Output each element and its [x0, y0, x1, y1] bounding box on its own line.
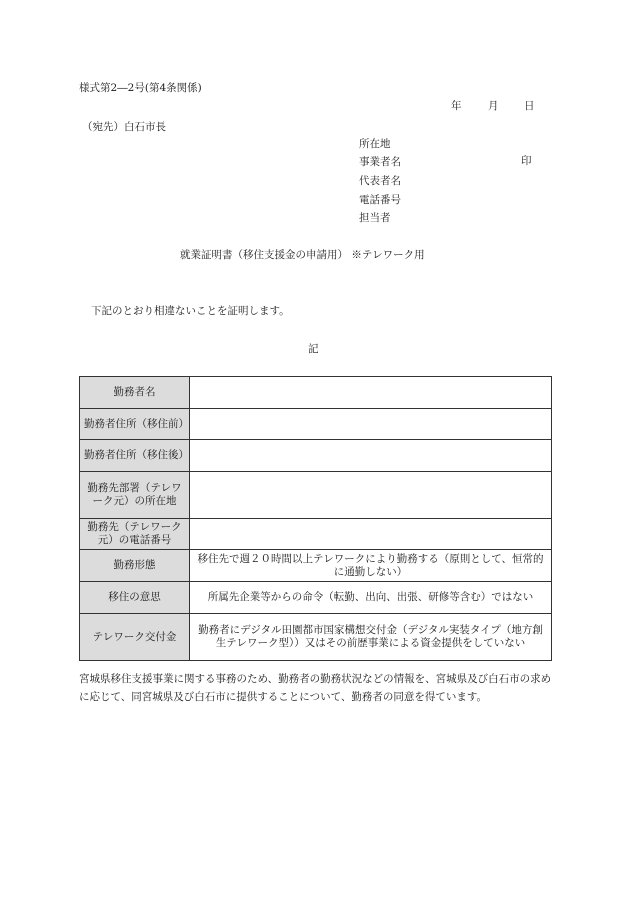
sender-phone-label: 電話番号: [359, 194, 401, 206]
sender-company-label: 事業者名: [359, 156, 401, 168]
table-row: [80, 582, 552, 614]
table-row: [80, 519, 552, 550]
row-value-office-phone[interactable]: [190, 519, 552, 550]
sender-representative-label: 代表者名: [359, 175, 401, 187]
row-label-address-before: 勤務者住所（移住前）: [80, 409, 190, 440]
sender-address-label: 所在地: [359, 138, 391, 150]
row-value-office-location[interactable]: [190, 472, 552, 519]
document-title: 就業証明書（移住支援金の申請用） ※テレワーク用: [180, 249, 425, 261]
row-value-work-style: 移住先で週２０時間以上テレワークにより勤務する（原則として、恒常的に通勤しない）: [190, 550, 552, 582]
row-value-worker-name[interactable]: [190, 377, 552, 409]
table-row: [80, 409, 552, 440]
seal-mark: 印: [521, 155, 532, 167]
table-row: [80, 614, 552, 661]
date-month-label: 月: [488, 100, 499, 112]
form-number: 様式第2―2号(第4条関係): [79, 82, 202, 94]
row-label-telework-grant: テレワーク交付金: [80, 614, 190, 661]
consent-note: 宮城県移住支援事業に関する事務のため、勤務者の勤務状況などの情報を、宮城県及び白石市の求めに応じて、同宮城県及び白石市に提供することについて、勤務者の同意を得ています。: [79, 673, 552, 703]
row-label-work-style: 勤務形態: [80, 550, 190, 582]
row-value-address-after[interactable]: [190, 440, 552, 472]
row-value-relocation-intent: 所属先企業等からの命令（転勤、出向、出張、研修等含む）ではない: [190, 582, 552, 614]
row-value-telework-grant: 勤務者にデジタル田園都市国家構想交付金（デジタル実装タイプ（地方創生テレワーク型））又はその前歴事業による資金提供をしていない: [190, 614, 552, 661]
table-row: [80, 472, 552, 519]
sender-contact-label: 担当者: [359, 212, 391, 224]
table-row: [80, 550, 552, 582]
date-line: [451, 99, 535, 113]
row-value-address-before[interactable]: [190, 409, 552, 440]
date-day-label: 日: [524, 100, 535, 112]
date-year-label: 年: [451, 100, 462, 112]
certificate-table: [79, 376, 552, 661]
addressee: （宛先）白石市長: [82, 121, 166, 133]
ki-mark: 記: [308, 343, 319, 355]
row-label-office-location: 勤務先部署（テレワーク元）の所在地: [80, 472, 190, 519]
row-label-address-after: 勤務者住所（移住後）: [80, 440, 190, 472]
row-label-office-phone: 勤務先（テレワーク元）の電話番号: [80, 519, 190, 550]
table-row: [80, 440, 552, 472]
intro-text: 下記のとおり相違ないことを証明します。: [91, 305, 290, 317]
row-label-worker-name: 勤務者名: [80, 377, 190, 409]
row-label-relocation-intent: 移住の意思: [80, 582, 190, 614]
table-row: [80, 377, 552, 409]
